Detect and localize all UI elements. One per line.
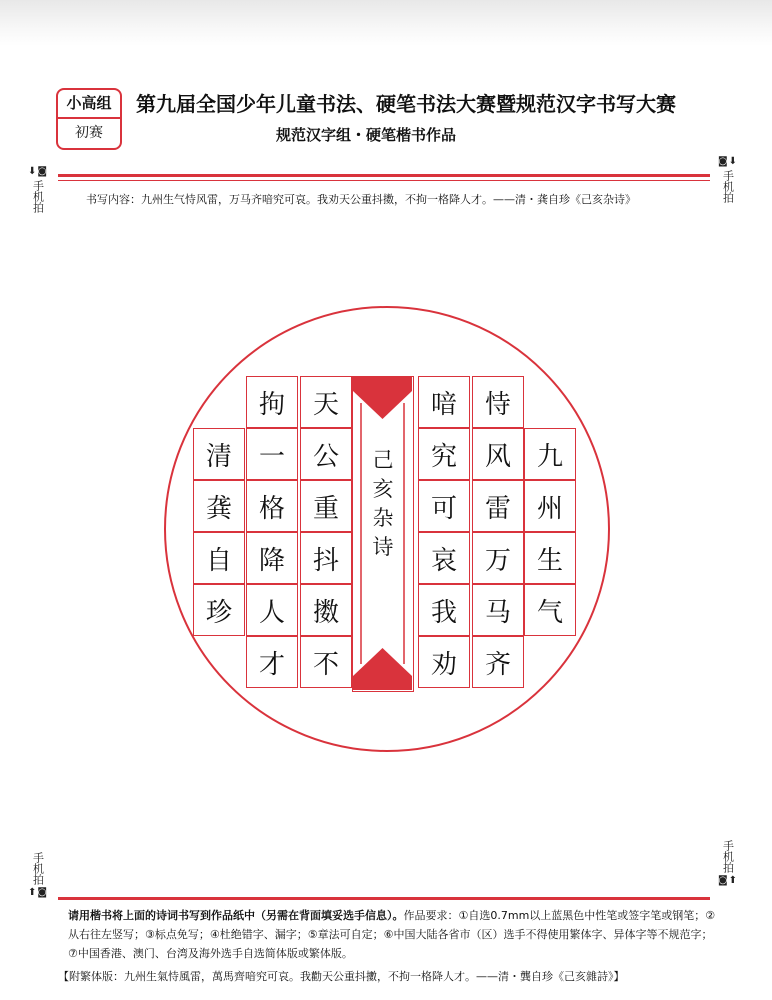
grid-cell: 人 xyxy=(246,584,298,636)
group-badge xyxy=(56,88,122,150)
grid-cell: 公 xyxy=(300,428,352,480)
grid-cell: 才 xyxy=(246,636,298,688)
grid-cell: 龚 xyxy=(193,480,245,532)
badge-round-label: 初赛 xyxy=(75,125,103,141)
corner-label: 手机拍 xyxy=(721,170,735,203)
arrow-camera-icon: ⬇◙ xyxy=(27,166,49,177)
grid-cell: 州 xyxy=(524,480,576,532)
instructions xyxy=(68,906,718,963)
writing-content: 书写内容：九州生气恃风雷，万马齐喑究可哀。我劝天公重抖擞，不拘一格降人才。——清・龚自珍《己亥杂诗》 xyxy=(86,193,636,206)
top-rule-thin xyxy=(58,180,710,181)
badge-group-label: 小高组 xyxy=(58,90,120,119)
corner-label: 手机拍 xyxy=(31,180,45,213)
instructions-lead: 请用楷书将上面的诗词书写到作品纸中（另需在背面填妥选手信息）。 xyxy=(68,909,404,922)
grid-cell: 格 xyxy=(246,480,298,532)
corner-mark-bottom-right xyxy=(716,840,740,887)
traditional-version: 【附繁体版：九州生氣恃風雷，萬馬齊喑究可哀。我勸天公重抖擻，不拘一格降人才。——清・龔自珍《己亥雜詩》】 xyxy=(58,970,625,983)
arrow-camera-icon: ⬆◙ xyxy=(27,887,49,898)
grid-cell: 风 xyxy=(472,428,524,480)
camera-arrow-icon: ◙⬇ xyxy=(717,156,739,167)
grid-cell: 万 xyxy=(472,532,524,584)
grid-cell: 喑 xyxy=(418,376,470,428)
grid-cell: 天 xyxy=(300,376,352,428)
grid-cell: 可 xyxy=(418,480,470,532)
corner-mark-top-left xyxy=(26,166,50,213)
grid-cell: 马 xyxy=(472,584,524,636)
corner-label: 手机拍 xyxy=(721,840,735,873)
grid-cell: 哀 xyxy=(418,532,470,584)
grid-cell: 清 xyxy=(193,428,245,480)
grid-cell: 生 xyxy=(524,532,576,584)
instructions-requirements: 作品要求：①自选0.7mm以上蓝黑色中性笔或签字笔或钢笔；②从右往左竖写；③标点免写；④杜绝错字、漏字；⑤章法可自定；⑥中国大陆各省市（区）选手不得使用繁体字、异体字等不规范字；⑦中国香港、澳门、台湾及海外选手自选简体版或繁体版。 xyxy=(68,909,716,960)
grid-cell: 究 xyxy=(418,428,470,480)
grid-cell: 抖 xyxy=(300,532,352,584)
grid-cell: 我 xyxy=(418,584,470,636)
top-rule-thick xyxy=(58,174,710,177)
grid-cell: 拘 xyxy=(246,376,298,428)
corner-label: 手机拍 xyxy=(31,852,45,885)
corner-mark-bottom-left xyxy=(26,852,50,899)
grid-cell: 劝 xyxy=(418,636,470,688)
poem-title: 己亥杂诗 xyxy=(372,448,394,559)
grid-cell: 齐 xyxy=(472,636,524,688)
grid-cell: 气 xyxy=(524,584,576,636)
grid-cell: 珍 xyxy=(193,584,245,636)
bottom-rule xyxy=(58,897,710,900)
grid-cell: 降 xyxy=(246,532,298,584)
grid-cell: 擞 xyxy=(300,584,352,636)
camera-arrow-icon: ◙⬆ xyxy=(717,875,739,886)
grid-cell: 九 xyxy=(524,428,576,480)
grid-cell: 重 xyxy=(300,480,352,532)
grid-cell: 恃 xyxy=(472,376,524,428)
page-title: 第九届全国少年儿童书法、硬笔书法大赛暨规范汉字书写大赛 xyxy=(136,92,676,116)
grid-cell: 一 xyxy=(246,428,298,480)
page-subtitle: 规范汉字组・硬笔楷书作品 xyxy=(276,126,457,144)
scan-shadow xyxy=(0,0,772,46)
grid-cell: 自 xyxy=(193,532,245,584)
grid-cell: 不 xyxy=(300,636,352,688)
grid-cell: 雷 xyxy=(472,480,524,532)
